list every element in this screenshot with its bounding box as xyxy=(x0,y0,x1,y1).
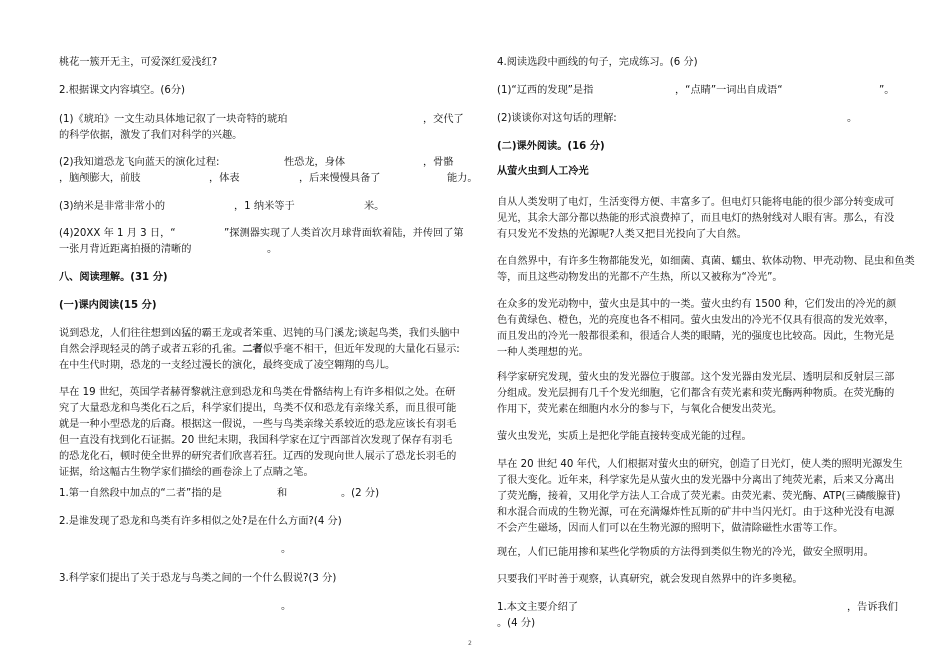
passage-line: 而且发出的冷光一般都很柔和，很适合人类的眼睛，光的强度也比较高。因此，生物光是 xyxy=(497,331,895,342)
question-3: 3.科学家们提出了关于恐龙与鸟类之间的一个什么假说?(3 分) xyxy=(59,573,337,584)
passage-line: 的恐龙化石，顿时使全世界的研究者们欣喜若狂。辽西的发现向世人展示了恐龙长羽毛的 xyxy=(59,451,457,462)
passage-line: 一种人类理想的光。 xyxy=(497,347,589,358)
passage-line xyxy=(59,342,460,358)
passage-line: 在自然界中，有许多生物都能发光，如细菌、真菌、蠕虫、软体动物、甲壳动物、昆虫和鱼类 xyxy=(497,256,915,267)
text: ”探测器实现了人类首次月球背面软着陆，并传回了第 xyxy=(224,228,464,239)
question-1: 1.本文主要介绍了 xyxy=(497,602,579,613)
text: ，1 纳米等于 xyxy=(234,201,295,212)
text: ，告诉我们 xyxy=(847,602,898,613)
passage-line: 和水混合而成的生物光源，可在充满爆炸性瓦斯的矿井中当闪光灯。由于这种光没有电源 xyxy=(497,507,895,518)
text: 一张月背近距离拍摄的清晰的 xyxy=(59,244,192,255)
passage-line: 究了大量恐龙和鸟类化石之后，科学家们提出，鸟类不仅和恐龙有亲缘关系，而且很可能 xyxy=(59,403,457,414)
subsection-heading: (一)课内阅读(15 分) xyxy=(59,300,157,311)
passage-line: 证据，给这幅古生物学家们描绘的画卷涂上了点睛之笔。 xyxy=(59,467,314,478)
text: ，“点睛”一词出自成语“ xyxy=(675,85,783,96)
question-2: 2.是谁发现了恐龙和鸟类有许多相似之处?是在什么方面?(4 分) xyxy=(59,516,342,527)
passage-line: 自从人类发明了电灯，生活变得方便、丰富多了。但电灯只能将电能的很少部分转变成可 xyxy=(497,197,895,208)
passage-line: 色有黄绿色、橙色，光的亮度也各不相同。萤火虫发出的冷光不仅具有很高的发光效率， xyxy=(497,315,895,326)
passage-line: 作用下，荧光素在细胞内水分的参与下，与氧化合便发出荧光。 xyxy=(497,404,783,415)
passage-line: 了荧光酶，接着，又用化学方法人工合成了荧光素。由荧光素、荧光酶、ATP(三磷酸腺苷) xyxy=(497,491,901,502)
passage-line: 萤火虫发光，实质上是把化学能直接转变成光能的过程。 xyxy=(497,431,752,442)
text: 的科学依据，激发了我们对科学的兴趣。 xyxy=(59,130,243,141)
sub-question-1: (1)“辽西的发现”是指 xyxy=(497,85,594,96)
page-number: 2 xyxy=(468,640,472,647)
passage-line: 见光，其余大部分都以热能的形式浪费掉了，而且电灯的热射线对人眼有害。那么，有没 xyxy=(497,213,895,224)
passage-line: 在中生代时期，恐龙的一支经过漫长的演化，最终变成了凌空翱翔的鸟儿。 xyxy=(59,360,396,371)
poem-line: 桃花一簇开无主，可爱深红爱浅红? xyxy=(59,57,218,68)
question-1: 1.第一自然段中加点的“二者”指的是 xyxy=(59,488,222,499)
answer-end: 。 xyxy=(281,601,292,612)
dotted-words: 二者 xyxy=(242,344,263,355)
passage-line: 说到恐龙，人们往往想到凶猛的霸王龙或者笨重、迟钝的马门溪龙;谈起鸟类，我们头脑中 xyxy=(59,328,460,339)
text: 。 xyxy=(267,244,278,255)
text: 似乎毫不相干，但近年发现的大量化石显示: xyxy=(262,344,460,355)
fill-item-3: (3)纳米是非常非常小的 xyxy=(59,201,166,212)
text: 。(4 分) xyxy=(497,618,536,629)
text: ，脑颅膨大，前肢 xyxy=(59,173,141,184)
text: 米。 xyxy=(364,201,385,212)
passage-line: 只要我们平时善于观察，认真研究，就会发现自然界中的许多奥秘。 xyxy=(497,574,803,585)
text: 。(2 分) xyxy=(341,488,380,499)
passage-line: 不会产生磁场，因而人们可以在生物光源的照明下，做清除磁性水雷等工作。 xyxy=(497,523,844,534)
text: 自然会浮现轻灵的鸽子或者五彩的孔雀。 xyxy=(59,344,243,355)
text: ”。 xyxy=(879,85,895,96)
text: (1)《琥珀》一文生动具体地记叙了一块奇特的琥珀 xyxy=(59,114,288,125)
text: ，后来慢慢具备了 xyxy=(299,173,381,184)
passage-line: 等，而且这些动物发出的光都不产生热，所以又被称为“冷光”。 xyxy=(497,272,783,283)
section-8-heading: 八、阅读理解。(31 分) xyxy=(59,272,168,283)
passage-title: 从萤火虫到人工冷光 xyxy=(497,166,589,177)
answer-end: 。 xyxy=(281,544,292,555)
passage-line: 有只发光不发热的光源呢?人类又把目光投向了大自然。 xyxy=(497,229,747,240)
passage-line: 但一直没有找到化石证据。20 世纪末期，我国科学家在辽宁西部首次发现了保存有羽毛 xyxy=(59,435,453,446)
text: 能力。 xyxy=(447,173,478,184)
passage-line: 早在 19 世纪，英国学者赫胥黎就注意到恐龙和鸟类在骨骼结构上有许多相似之处。在研 xyxy=(59,387,456,398)
question-4: 4.阅读选段中画线的句子，完成练习。(6 分) xyxy=(497,57,698,68)
passage-line: 现在，人们已能用掺和某些化学物质的方法得到类似生物光的冷光，做安全照明用。 xyxy=(497,547,874,558)
passage-line: 在众多的发光动物中，萤火虫是其中的一类。萤火虫约有 1500 种，它们发出的冷光的颜 xyxy=(497,299,897,310)
subsection-heading: (二)课外阅读。(16 分) xyxy=(497,141,605,152)
text: 和 xyxy=(277,488,288,499)
text: ，体表 xyxy=(209,173,240,184)
passage-line: 早在 20 世纪 40 年代，人们根据对萤火虫的研究，创造了日光灯，使人类的照明光源发生 xyxy=(497,459,903,470)
question-2-title: 2.根据课文内容填空。(6分) xyxy=(59,85,186,96)
text: ，骨骼 xyxy=(423,157,454,168)
passage-line: 分组成。发光层拥有几千个发光细胞，它们都含有荧光素和荧光酶两种物质。在荧光酶的 xyxy=(497,388,895,399)
text: 。 xyxy=(847,113,858,124)
passage-line: 了很大变化。近年来，科学家先是从萤火虫的发光器中分离出了纯荧光素，后来又分离出 xyxy=(497,475,895,486)
fill-item-1 xyxy=(59,112,287,128)
fill-item-2: (2)我知道恐龙飞向蓝天的演化过程: xyxy=(59,157,220,168)
passage-line: 就是一种小型恐龙的后裔。根据这一假说，一些与鸟类亲缘关系较近的恐龙应该长有羽毛 xyxy=(59,419,457,430)
text: 性恐龙，身体 xyxy=(284,157,346,168)
fill-item-4: (4)20XX 年 1 月 3 日，“ xyxy=(59,228,176,239)
text: ，交代了 xyxy=(423,114,464,125)
passage-line: 科学家研究发现，萤火虫的发光器位于腹部。这个发光器由发光层、透明层和反射层三部 xyxy=(497,372,895,383)
sub-question-2: (2)谈谈你对这句话的理解: xyxy=(497,113,617,124)
